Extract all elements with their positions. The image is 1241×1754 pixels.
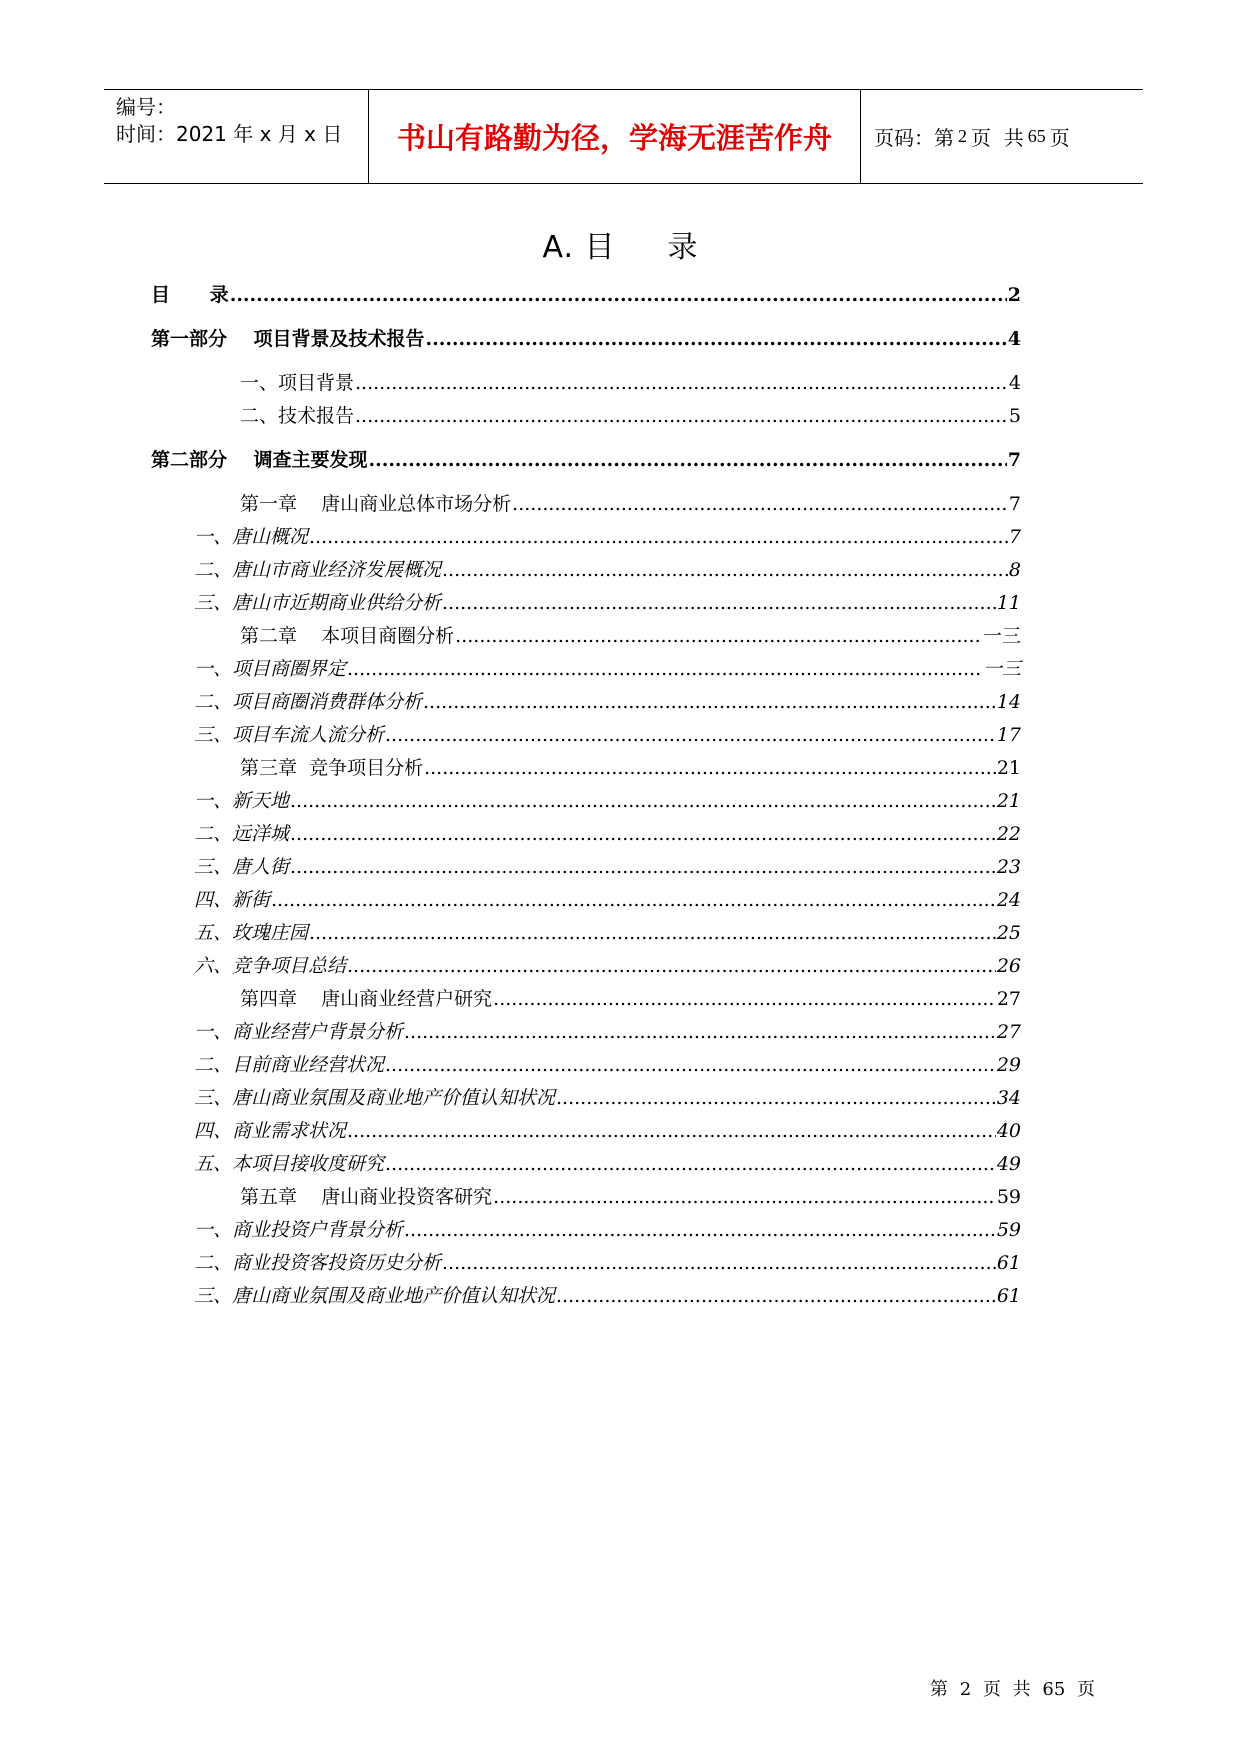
header-time-label: 时间：2021 年 x 月 x 日	[116, 122, 343, 146]
toc-leader	[493, 986, 996, 1012]
toc-entry-page: 7	[1007, 449, 1021, 471]
toc-entry-page: 21	[996, 757, 1021, 779]
toc-entry-label: 第五章 唐山商业投资客研究	[240, 1186, 493, 1208]
toc-entry-page: 61	[996, 1285, 1021, 1307]
toc-entry[interactable]	[194, 1250, 1021, 1276]
toc-entry[interactable]	[240, 370, 1021, 396]
title-suffix: 录	[667, 230, 699, 265]
toc-entry-page: 14	[996, 691, 1021, 713]
title-prefix: A. 目	[542, 230, 616, 265]
toc-entry-label: 目 录	[151, 284, 229, 306]
toc-entry-page: 25	[996, 922, 1021, 944]
header-page-total: 65	[1027, 126, 1046, 146]
toc-entry[interactable]	[240, 986, 1021, 1012]
toc-entry-page: 40	[996, 1120, 1021, 1142]
toc-entry[interactable]	[194, 887, 1021, 913]
toc-entry-label: 二、远洋城	[194, 823, 290, 845]
toc-leader	[385, 1151, 996, 1177]
header-page-middle: 页 共	[971, 126, 1024, 150]
toc-leader	[442, 557, 1008, 583]
toc-leader	[493, 1184, 996, 1210]
toc-leader	[309, 920, 996, 946]
toc-leader	[347, 656, 982, 682]
toc-entry-page: 2	[1007, 284, 1021, 306]
toc-leader	[423, 689, 996, 715]
toc-entry[interactable]	[194, 1283, 1021, 1309]
toc-leader	[442, 590, 996, 616]
toc-leader	[424, 755, 996, 781]
toc-entry[interactable]	[194, 656, 1021, 682]
toc-entry-label: 一、商业经营户背景分析	[194, 1021, 404, 1043]
toc-entry-page: 59	[996, 1219, 1021, 1241]
toc-leader	[385, 722, 996, 748]
toc-leader	[271, 887, 996, 913]
toc-entry-label: 三、项目车流人流分析	[194, 724, 385, 746]
toc-leader	[309, 524, 1008, 550]
header-divider	[860, 90, 861, 183]
toc-entry-label: 五、玫瑰庄园	[194, 922, 309, 944]
toc-entry-page: 34	[996, 1087, 1021, 1109]
toc-entry[interactable]	[240, 623, 1021, 649]
toc-leader	[385, 1052, 996, 1078]
toc-entry-page: 29	[996, 1054, 1021, 1076]
toc-leader	[455, 623, 982, 649]
toc-entry-page: 7	[1008, 526, 1021, 548]
toc-entry-label: 三、唐山市近期商业供给分析	[194, 592, 442, 614]
toc-entry-page: 61	[996, 1252, 1021, 1274]
header-page-suffix: 页	[1049, 126, 1070, 150]
toc-entry-label: 二、商业投资客投资历史分析	[194, 1252, 442, 1274]
toc-entry-page: 24	[996, 889, 1021, 911]
toc-entry[interactable]	[194, 854, 1021, 880]
toc-entry-page: 7	[1008, 493, 1021, 515]
toc-entry[interactable]	[194, 689, 1021, 715]
toc-entry[interactable]	[194, 788, 1021, 814]
toc-entry-page: 一三	[982, 658, 1021, 680]
toc-entry[interactable]	[194, 953, 1021, 979]
toc-leader	[404, 1019, 996, 1045]
header-meta	[116, 94, 342, 148]
toc-entry-label: 一、唐山概况	[194, 526, 309, 548]
toc-entry-label: 第二章 本项目商圈分析	[240, 625, 455, 647]
toc-entry-page: 49	[996, 1153, 1021, 1175]
toc-entry[interactable]	[194, 1019, 1021, 1045]
header-page-prefix: 页码：第	[874, 126, 954, 150]
toc-entry-label: 第二部分 调查主要发现	[151, 449, 368, 471]
toc-leader	[230, 282, 1007, 308]
toc-entry[interactable]	[194, 1118, 1021, 1144]
toc-entry[interactable]	[194, 590, 1021, 616]
toc-entry-page: 8	[1008, 559, 1021, 581]
page-footer: 第 2 页 共 65 页	[930, 1679, 1095, 1700]
toc-entry-label: 二、技术报告	[240, 405, 355, 427]
toc-entry-label: 三、唐山商业氛围及商业地产价值认知状况	[194, 1285, 556, 1307]
toc-entry-label: 三、唐人街	[194, 856, 290, 878]
toc-entry[interactable]	[194, 722, 1021, 748]
toc-entry[interactable]	[240, 491, 1021, 517]
toc-entry-label: 三、唐山商业氛围及商业地产价值认知状况	[194, 1087, 556, 1109]
toc-entry-page: 17	[996, 724, 1021, 746]
toc-entry-page: 11	[996, 592, 1021, 614]
toc-leader	[355, 403, 1008, 429]
toc-entry-page: 59	[996, 1186, 1021, 1208]
toc-leader	[556, 1085, 996, 1111]
toc-entry-label: 二、目前商业经营状况	[194, 1054, 385, 1076]
toc-leader	[512, 491, 1008, 517]
header-page-number	[874, 90, 1070, 183]
toc-entry-label: 一、商业投资户背景分析	[194, 1219, 404, 1241]
page-title	[0, 222, 1241, 266]
toc-entry[interactable]	[194, 557, 1021, 583]
header-number-label: 编号：	[116, 95, 176, 119]
toc-entry[interactable]	[194, 1151, 1021, 1177]
toc-entry-label: 四、商业需求状况	[194, 1120, 347, 1142]
toc-entry[interactable]	[194, 1085, 1021, 1111]
toc-entry-label: 四、新街	[194, 889, 271, 911]
toc-entry-label: 六、竞争项目总结	[194, 955, 347, 977]
toc-entry-page: 26	[996, 955, 1021, 977]
toc-entry[interactable]	[240, 403, 1021, 429]
toc-entry[interactable]	[151, 447, 1021, 473]
toc-entry-page: 21	[996, 790, 1021, 812]
toc-entry[interactable]	[151, 282, 1021, 308]
toc-entry[interactable]	[240, 755, 1021, 781]
toc-entry-page: 4	[1008, 372, 1021, 394]
toc-entry[interactable]	[151, 326, 1021, 352]
toc-entry-page: 27	[996, 1021, 1021, 1043]
toc-leader	[290, 854, 996, 880]
toc-entry-page: 4	[1007, 328, 1021, 350]
toc-entry-label: 一、项目商圈界定	[194, 658, 347, 680]
toc-entry[interactable]	[240, 1184, 1021, 1210]
toc-entry-label: 一、项目背景	[240, 372, 355, 394]
toc-entry[interactable]	[194, 1052, 1021, 1078]
toc-leader	[347, 1118, 996, 1144]
toc-entry-page: 23	[996, 856, 1021, 878]
toc-leader	[404, 1217, 996, 1243]
toc-entry-label: 第四章 唐山商业经营户研究	[240, 988, 493, 1010]
toc-entry-page: 一三	[982, 625, 1021, 647]
toc-leader	[368, 447, 1006, 473]
toc-entry-label: 五、本项目接收度研究	[194, 1153, 385, 1175]
toc-leader	[556, 1283, 996, 1309]
toc-entry-label: 一、新天地	[194, 790, 290, 812]
toc-leader	[425, 326, 1006, 352]
toc-entry-label: 第三章 竞争项目分析	[240, 757, 424, 779]
toc-entry-page: 22	[996, 823, 1021, 845]
toc-entry[interactable]	[194, 821, 1021, 847]
toc-leader	[355, 370, 1008, 396]
toc-entry-label: 第一章 唐山商业总体市场分析	[240, 493, 512, 515]
toc-leader	[290, 821, 996, 847]
header-page-current: 2	[958, 126, 967, 146]
toc-entry-page: 5	[1008, 405, 1021, 427]
toc-entry[interactable]	[194, 920, 1021, 946]
toc-entry-label: 第一部分 项目背景及技术报告	[151, 328, 425, 350]
toc-entry-label: 二、项目商圈消费群体分析	[194, 691, 423, 713]
toc-leader	[347, 953, 996, 979]
toc-entry-label: 二、唐山市商业经济发展概况	[194, 559, 442, 581]
toc-leader	[290, 788, 996, 814]
toc-entry[interactable]	[194, 524, 1021, 550]
header-motto: 书山有路勤为径，学海无涯苦作舟	[396, 121, 832, 155]
toc-entry-page: 27	[996, 988, 1021, 1010]
toc-leader	[442, 1250, 996, 1276]
page-header	[104, 89, 1143, 184]
toc-entry[interactable]	[194, 1217, 1021, 1243]
